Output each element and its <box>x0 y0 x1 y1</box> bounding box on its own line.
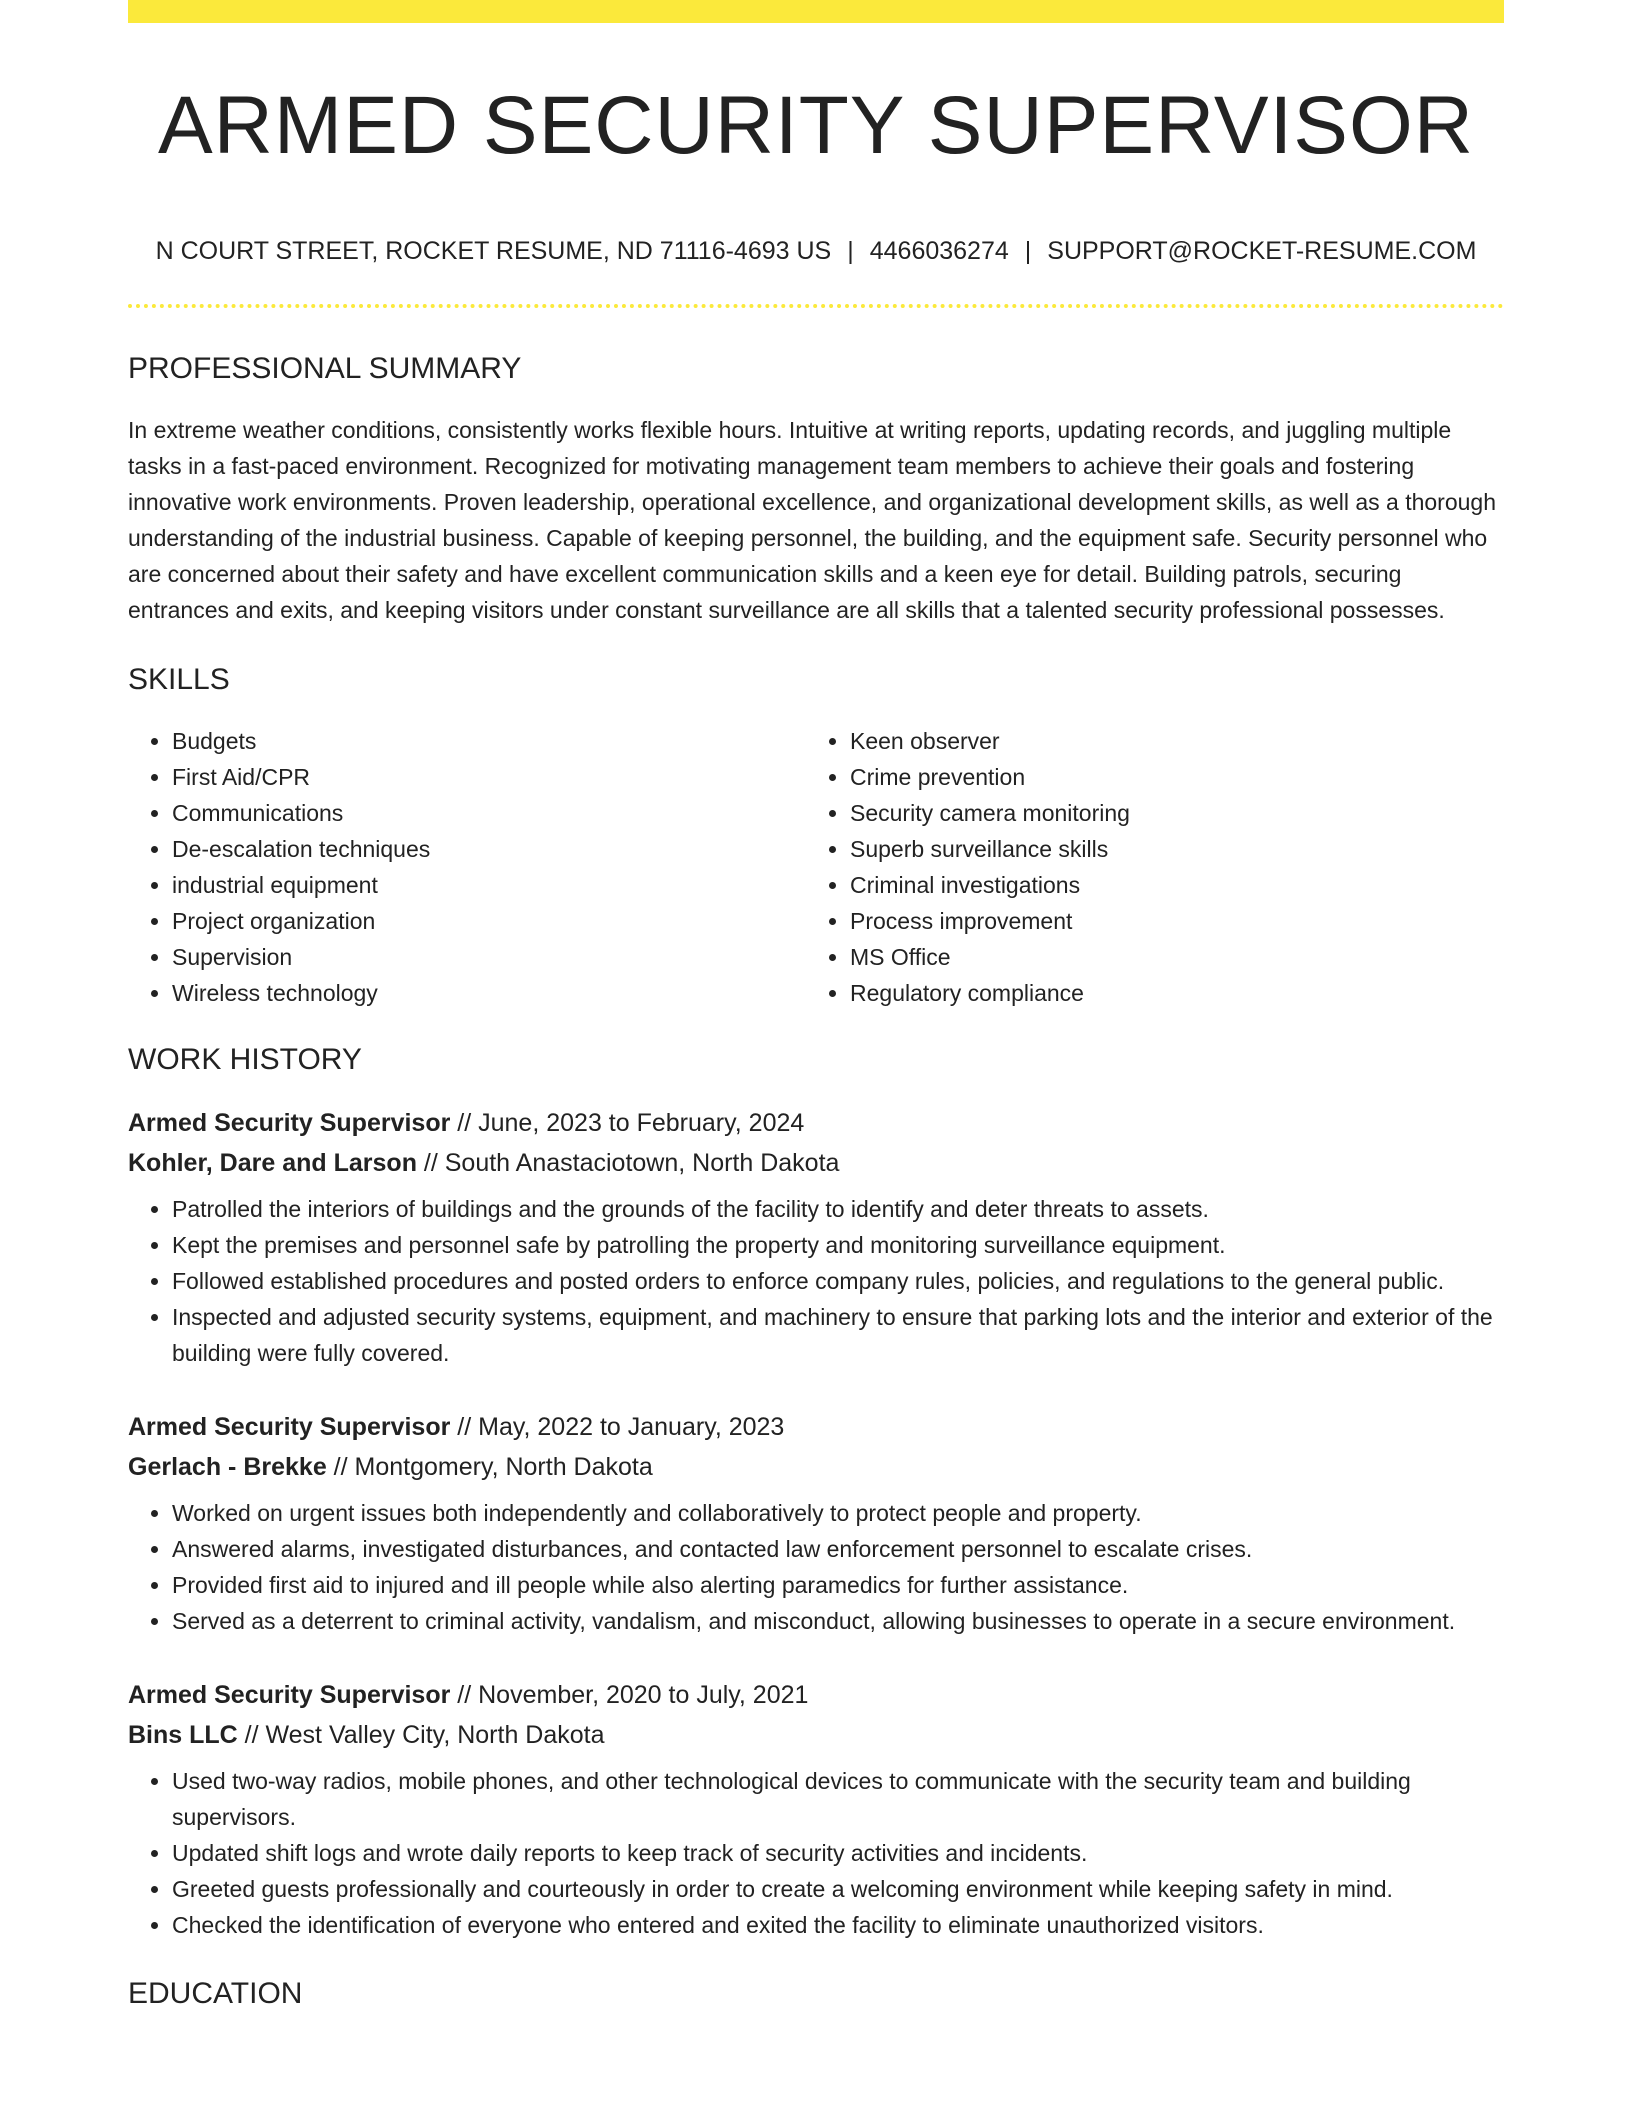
contact-address: N COURT STREET, ROCKET RESUME, ND 71116-4693 US <box>155 237 832 265</box>
skill-item: • Crime prevention <box>850 759 1450 795</box>
skill-item: • De-escalation techniques <box>172 831 806 867</box>
skill-item: • Communications <box>172 795 806 831</box>
resume-name: ARMED SECURITY SUPERVISOR <box>157 80 1475 171</box>
skills-list-left <box>128 723 806 1011</box>
job-title-line <box>128 1407 1504 1447</box>
job-location: // West Valley City, North Dakota <box>237 1721 605 1749</box>
job-role: Armed Security Supervisor <box>128 1681 451 1709</box>
job-entry <box>128 1103 1504 1371</box>
skill-item: • Criminal investigations <box>850 867 1450 903</box>
accent-top-bar <box>128 0 1504 23</box>
skill-item: • Budgets <box>172 723 806 759</box>
skill-item: • Process improvement <box>850 903 1450 939</box>
job-bullet: • Kept the premises and personnel safe by patrolling the property and monitoring surveillance equipment. <box>172 1227 1504 1263</box>
job-company-line <box>128 1143 1504 1183</box>
dotted-divider <box>128 304 1504 308</box>
job-entry <box>128 1675 1504 1943</box>
job-bullet: • Updated shift logs and wrote daily reports to keep track of security activities and incidents. <box>172 1835 1504 1871</box>
skill-item: • Keen observer <box>850 723 1450 759</box>
skill-item: • Wireless technology <box>172 975 806 1011</box>
job-dates: // May, 2022 to January, 2023 <box>450 1413 785 1441</box>
job-title-line <box>128 1675 1504 1715</box>
job-location: // South Anastaciotown, North Dakota <box>416 1149 840 1177</box>
contact-email: SUPPORT@ROCKET-RESUME.COM <box>1047 237 1477 265</box>
contact-phone: 4466036274 <box>869 237 1009 265</box>
job-bullet: • Used two-way radios, mobile phones, and other technological devices to communicate with the security team and building supervisors. <box>172 1763 1504 1835</box>
resume-page <box>128 0 1504 2009</box>
job-bullet: • Followed established procedures and posted orders to enforce company rules, policies, and regulations to the general public. <box>172 1263 1504 1299</box>
skill-item: • MS Office <box>850 939 1450 975</box>
job-bullets <box>128 1763 1504 1943</box>
job-company: Gerlach - Brekke <box>128 1453 327 1481</box>
job-bullet: • Patrolled the interiors of buildings and the grounds of the facility to identify and deter threats to assets. <box>172 1191 1504 1227</box>
skill-item: • Security camera monitoring <box>850 795 1450 831</box>
job-bullet: • Provided first aid to injured and ill people while also alerting paramedics for further assistance. <box>172 1567 1504 1603</box>
skill-item: • First Aid/CPR <box>172 759 806 795</box>
contact-separator: | <box>847 237 854 265</box>
job-bullet: • Greeted guests professionally and courteously in order to create a welcoming environment while keeping safety in mind. <box>172 1871 1504 1907</box>
skill-item: • industrial equipment <box>172 867 806 903</box>
job-company-line <box>128 1447 1504 1487</box>
job-bullets <box>128 1495 1504 1639</box>
skills-columns <box>128 723 1504 1011</box>
job-dates: // June, 2023 to February, 2024 <box>450 1109 805 1137</box>
job-entry <box>128 1407 1504 1639</box>
summary-heading: PROFESSIONAL SUMMARY <box>128 352 522 385</box>
job-dates: // November, 2020 to July, 2021 <box>450 1681 809 1709</box>
job-bullet: • Checked the identification of everyone who entered and exited the facility to eliminate unauthorized visitors. <box>172 1907 1504 1943</box>
skill-item: • Regulatory compliance <box>850 975 1450 1011</box>
summary-paragraph: In extreme weather conditions, consistently works flexible hours. Intuitive at writing reports, updating records, and juggling multiple tasks in a fast-paced environment. Recognized for motivating management team members to achieve their goals and fostering innovative work environments. Proven leadership, operational excellence, and organizational development skills, as well as a thorough understanding of the industrial business. Capable of keeping personnel, the building, and the equipment safe. Security personnel who are concerned about their safety and have excellent communication skills and a keen eye for detail. Building patrols, securing entrances and exits, and keeping visitors under constant surveillance are all skills that a talented security professional possesses. <box>128 417 1497 623</box>
contact-line <box>128 239 1504 264</box>
education-heading: EDUCATION <box>128 1977 303 2010</box>
job-title-line <box>128 1103 1504 1143</box>
work-history-heading: WORK HISTORY <box>128 1043 362 1076</box>
job-bullet: • Worked on urgent issues both independently and collaboratively to protect people and property. <box>172 1495 1504 1531</box>
skill-item: • Supervision <box>172 939 806 975</box>
job-bullet: • Served as a deterrent to criminal activity, vandalism, and misconduct, allowing businesses to operate in a secure environment. <box>172 1603 1504 1639</box>
job-bullet: • Inspected and adjusted security systems, equipment, and machinery to ensure that parking lots and the interior and exterior of the building were fully covered. <box>172 1299 1504 1371</box>
skill-item: • Project organization <box>172 903 806 939</box>
skills-list-right <box>806 723 1450 1011</box>
job-role: Armed Security Supervisor <box>128 1109 451 1137</box>
skill-item: • Superb surveillance skills <box>850 831 1450 867</box>
job-bullet: • Answered alarms, investigated disturbances, and contacted law enforcement personnel to escalate crises. <box>172 1531 1504 1567</box>
job-company: Bins LLC <box>128 1721 238 1749</box>
job-company: Kohler, Dare and Larson <box>128 1149 417 1177</box>
contact-separator: | <box>1024 237 1032 265</box>
job-role: Armed Security Supervisor <box>128 1413 451 1441</box>
job-location: // Montgomery, North Dakota <box>326 1453 653 1481</box>
skills-heading: SKILLS <box>128 663 230 696</box>
job-company-line <box>128 1715 1504 1755</box>
job-bullets <box>128 1191 1504 1371</box>
